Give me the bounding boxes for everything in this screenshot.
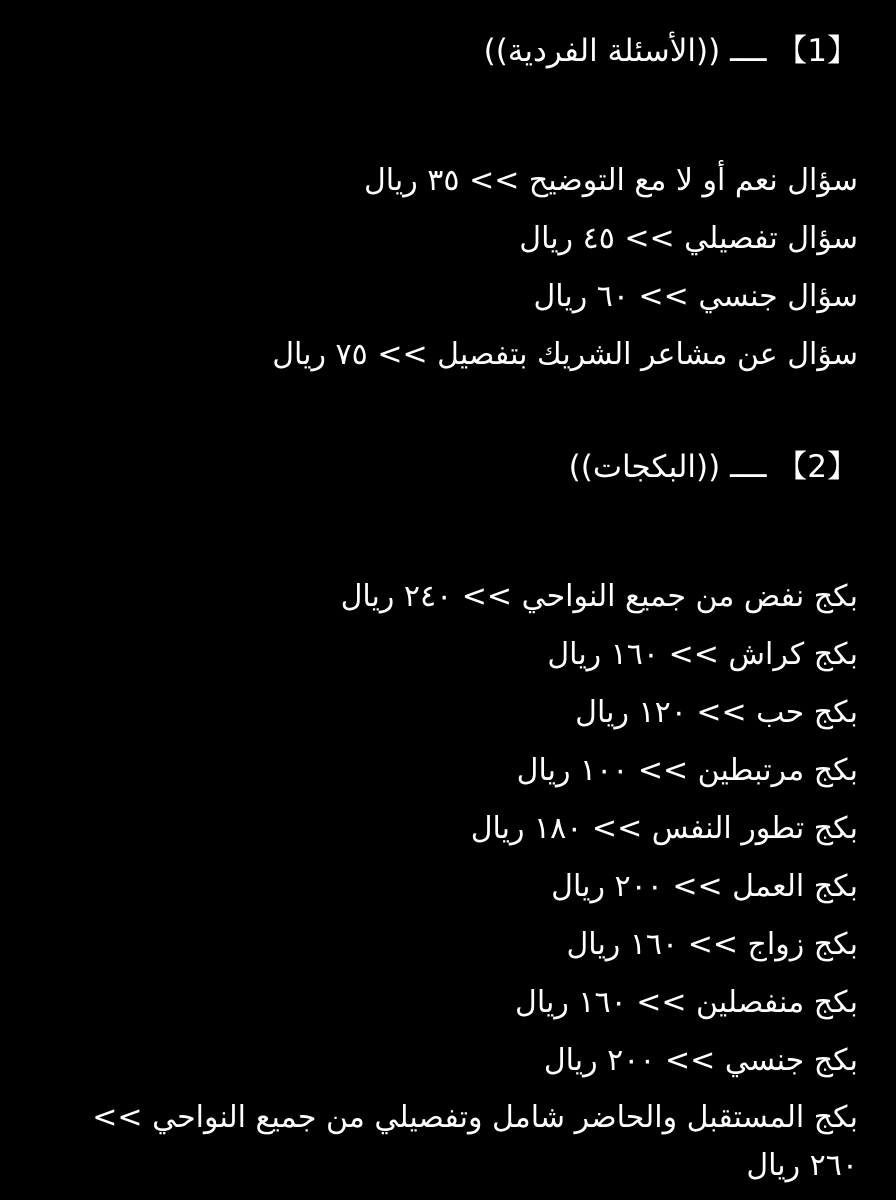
packages-list bbox=[40, 568, 858, 1190]
list-item: سؤال نعم أو لا مع التوضيح >> ٣٥ ريال bbox=[363, 163, 858, 198]
list-item: بكج كراش >> ١٦٠ ريال bbox=[547, 637, 858, 672]
list-item: بكج جنسي >> ٢٠٠ ريال bbox=[543, 1043, 858, 1078]
section-heading-packages: 【2】 ــــ ((البكجات)) bbox=[568, 449, 858, 485]
list-item: سؤال جنسي >> ٦٠ ريال bbox=[533, 279, 858, 314]
list-item: بكج العمل >> ٢٠٠ ريال bbox=[551, 869, 858, 904]
list-item: بكج منفصلين >> ١٦٠ ريال bbox=[515, 985, 858, 1020]
list-item: سؤال عن مشاعر الشريك بتفصيل >> ٧٥ ريال bbox=[272, 337, 858, 372]
list-item: بكج تطور النفس >> ١٨٠ ريال bbox=[470, 811, 858, 846]
section-heading-individual-questions: 【1】 ــــ ((الأسئلة الفردية)) bbox=[483, 33, 858, 69]
list-item: بكج زواج >> ١٦٠ ريال bbox=[566, 927, 858, 962]
list-item: بكج حب >> ١٢٠ ريال bbox=[575, 695, 858, 730]
list-item: بكج المستقبل والحاضر شامل وتفصيلي من جميع النواحي >> ٢٦٠ ريال bbox=[92, 1100, 858, 1183]
list-item: سؤال تفصيلي >> ٤٥ ريال bbox=[519, 221, 858, 256]
list-item: بكج نفض من جميع النواحي >> ٢٤٠ ريال bbox=[340, 579, 858, 614]
individual-questions-list bbox=[272, 152, 858, 384]
list-item: بكج مرتبطين >> ١٠٠ ريال bbox=[516, 753, 858, 788]
